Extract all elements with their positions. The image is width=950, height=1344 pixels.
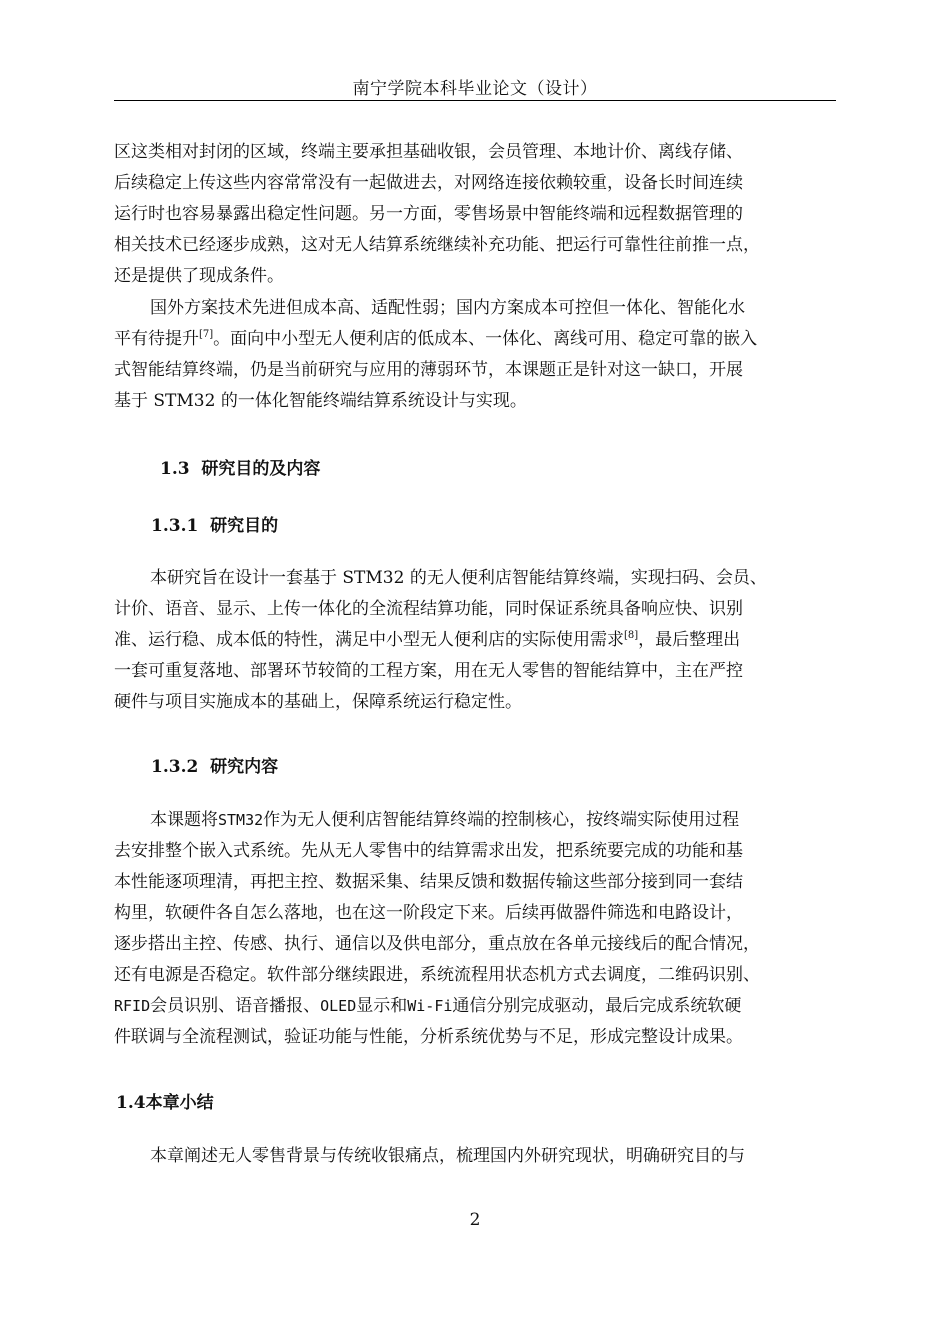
section-title: 本章小结	[145, 1093, 214, 1113]
text-span: 。面向中小型无人便利店的低成本、一体化、离线可用、稳定可靠的嵌入	[213, 329, 758, 349]
citation-ref-8: [8]	[624, 630, 639, 641]
text-line: 运行时也容易暴露出稳定性问题。另一方面，零售场景中智能终端和远程数据管理的	[114, 204, 743, 224]
section-heading-1-3-1	[151, 511, 278, 536]
text-line: 还是提供了现成条件。	[114, 266, 284, 286]
paragraph-research-content	[114, 805, 836, 1053]
text-line: 国外方案技术先进但成本高、适配性弱；国内方案成本可控但一体化、智能化水	[150, 298, 745, 318]
text-line: 本性能逐项理清，再把主控、数据采集、结果反馈和数据传输这些部分接到同一套结	[114, 872, 743, 892]
section-number: 1.4	[116, 1093, 146, 1113]
page-number: 2	[469, 1210, 481, 1230]
text-line	[114, 805, 836, 836]
running-header: 南宁学院本科毕业论文（设计）	[352, 79, 598, 99]
text-line	[114, 991, 836, 1022]
text-line: 计价、语音、显示、上传一体化的全流程结算功能，同时保证系统具备响应快、识别	[114, 599, 743, 619]
text-span: OLED	[320, 997, 357, 1015]
paragraph-context	[114, 137, 836, 292]
header-divider	[114, 100, 836, 101]
text-line: 一套可重复落地、部署环节较简的工程方案，用在无人零售的智能结算中，主在严控	[114, 661, 743, 681]
text-span: 本课题将	[150, 810, 218, 830]
text-span: 平有待提升	[114, 329, 199, 349]
text-line: 还有电源是否稳定。软件部分继续跟进，系统流程用状态机方式去调度，二维码识别、	[114, 965, 760, 985]
text-line: 区这类相对封闭的区域，终端主要承担基础收银，会员管理、本地计价、离线存储、	[114, 142, 743, 162]
text-line: 逐步搭出主控、传感、执行、通信以及供电部分，重点放在各单元接线后的配合情况，	[114, 934, 760, 954]
section-number: 1.3.2	[151, 757, 199, 777]
section-title: 研究目的	[210, 516, 279, 536]
paragraph-research-gap	[114, 293, 836, 417]
text-line: 件联调与全流程测试，验证功能与性能，分析系统优势与不足，形成完整设计成果。	[114, 1027, 743, 1047]
text-line: 硬件与项目实施成本的基础上，保障系统运行稳定性。	[114, 692, 522, 712]
citation-ref-7: [7]	[199, 329, 214, 340]
section-title: 研究目的及内容	[201, 459, 321, 479]
section-heading-1-3	[160, 454, 320, 479]
text-line: 基于 STM32 的一体化智能终端结算系统设计与实现。	[114, 391, 527, 411]
text-span: RFID	[114, 997, 151, 1015]
text-span: 通信分别完成驱动，最后完成系统软硬	[452, 996, 742, 1016]
text-span: Wi-Fi	[407, 997, 453, 1015]
text-line: 本研究旨在设计一套基于 STM32 的无人便利店智能结算终端，实现扫码、会员、	[150, 568, 767, 588]
text-span: 显示和	[356, 996, 408, 1016]
section-number: 1.3.1	[151, 516, 199, 536]
text-span: STM32	[218, 811, 264, 829]
text-line	[114, 625, 836, 656]
text-line: 本章阐述无人零售背景与传统收银痛点，梳理国内外研究现状，明确研究目的与	[150, 1146, 745, 1166]
paragraph-chapter-summary	[114, 1141, 836, 1172]
section-heading-1-3-2	[151, 752, 278, 777]
text-line: 式智能结算终端，仍是当前研究与应用的薄弱环节，本课题正是针对这一缺口，开展	[114, 360, 743, 380]
text-line: 相关技术已经逐步成熟，这对无人结算系统继续补充功能、把运行可靠性往前推一点，	[114, 235, 760, 255]
text-span: ，最后整理出	[638, 630, 741, 650]
section-title: 研究内容	[210, 757, 279, 777]
text-line	[114, 324, 836, 355]
text-span: 准、运行稳、成本低的特性，满足中小型无人便利店的实际使用需求	[114, 630, 624, 650]
section-number: 1.3	[160, 459, 190, 479]
section-heading-1-4	[116, 1088, 214, 1113]
text-span: 会员识别、语音播报、	[150, 996, 321, 1016]
text-line: 后续稳定上传这些内容常常没有一起做进去，对网络连接依赖较重，设备长时间连续	[114, 173, 743, 193]
text-span: 作为无人便利店智能结算终端的控制核心，按终端实际使用过程	[263, 810, 740, 830]
paragraph-research-purpose	[114, 563, 836, 718]
text-line: 构里，软硬件各自怎么落地，也在这一阶段定下来。后续再做器件筛选和电路设计，	[114, 903, 743, 923]
text-line: 去安排整个嵌入式系统。先从无人零售中的结算需求出发，把系统要完成的功能和基	[114, 841, 743, 861]
